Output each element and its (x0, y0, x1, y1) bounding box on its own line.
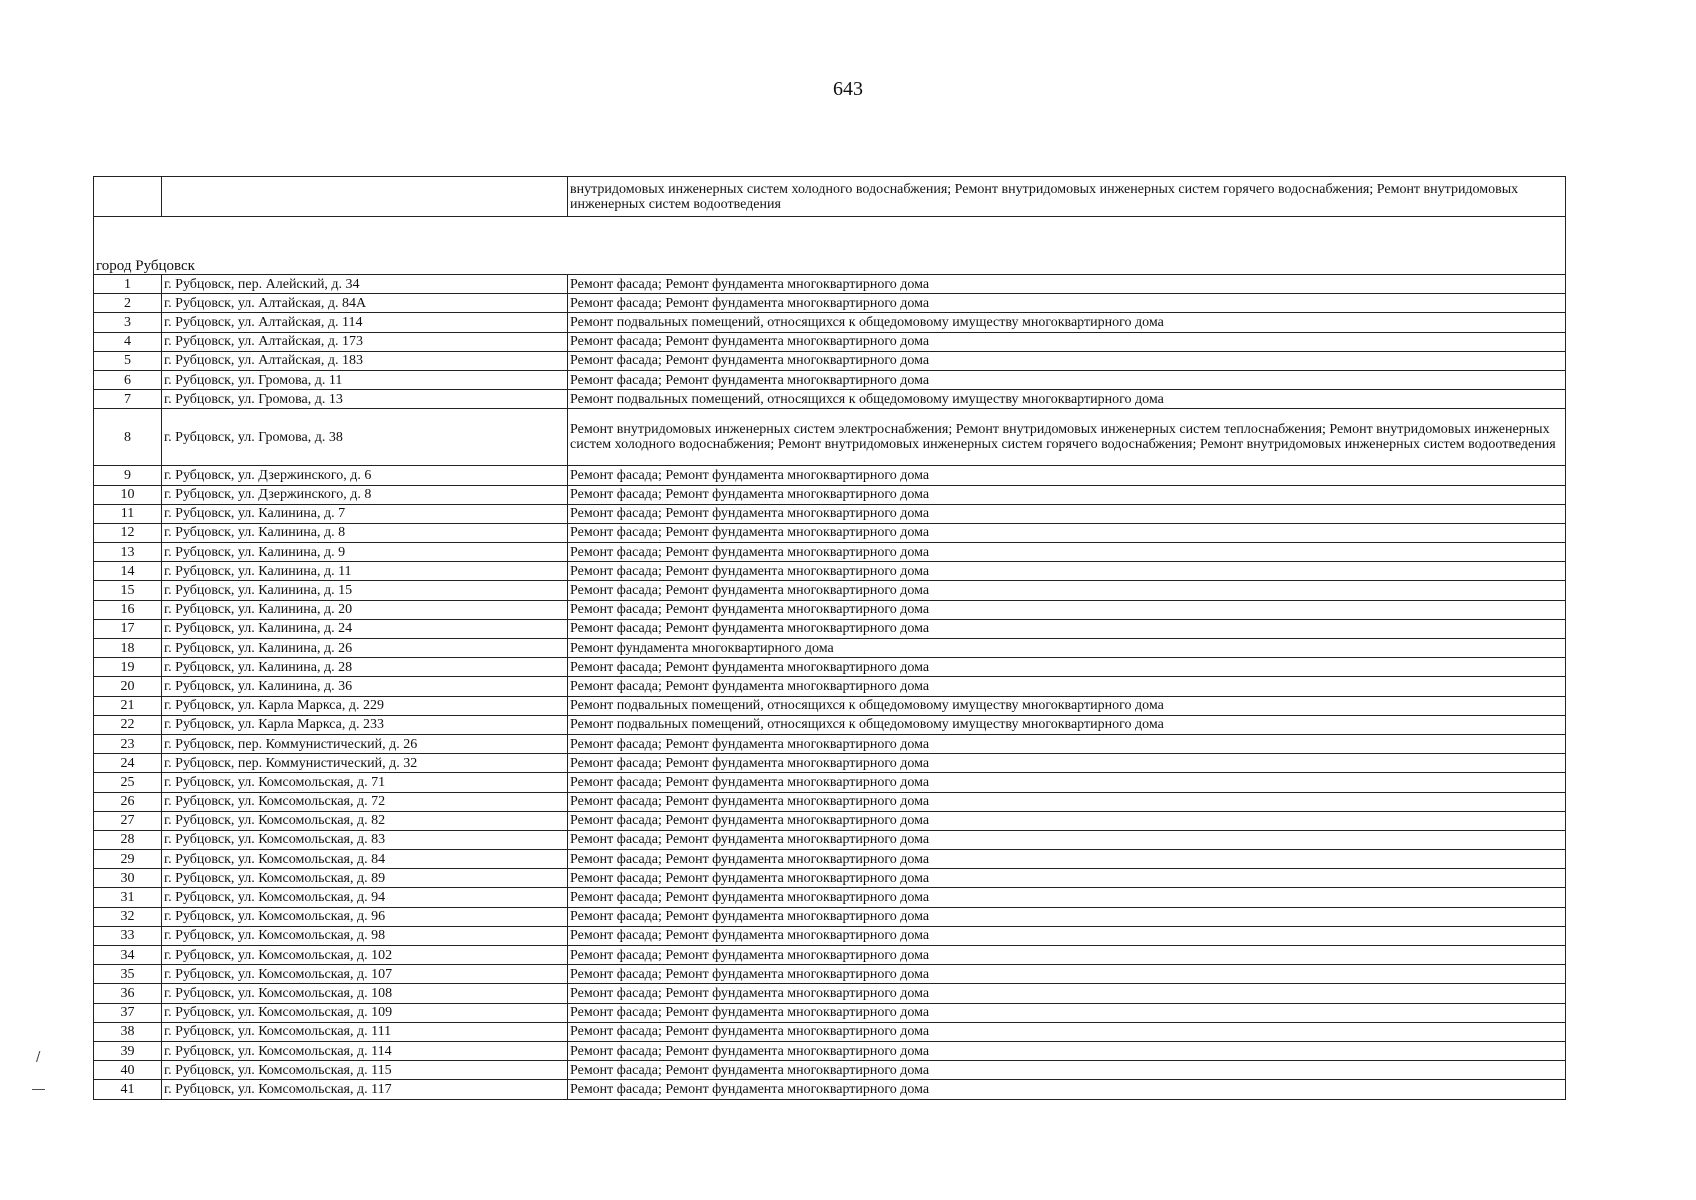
work-type-cell: Ремонт фасада; Ремонт фундамента многоквартирного дома (568, 504, 1566, 523)
table-row (94, 715, 1566, 734)
work-type-cell: Ремонт подвальных помещений, относящихся к общедомовому имуществу многоквартирного дома (568, 390, 1566, 409)
row-number-cell: 23 (94, 734, 162, 753)
address-cell: г. Рубцовск, ул. Алтайская, д. 114 (162, 313, 568, 332)
address-cell: г. Рубцовск, ул. Комсомольская, д. 117 (162, 1080, 568, 1099)
table-row (94, 965, 1566, 984)
row-number-cell: 35 (94, 965, 162, 984)
margin-mark: / (36, 1050, 41, 1065)
address-cell: г. Рубцовск, ул. Калинина, д. 11 (162, 562, 568, 581)
table-row (94, 1080, 1566, 1099)
margin-mark: ― (32, 1082, 45, 1097)
address-cell: г. Рубцовск, ул. Алтайская, д. 84А (162, 294, 568, 313)
address-cell (162, 177, 568, 217)
row-number-cell: 8 (94, 409, 162, 466)
work-type-cell: Ремонт фасада; Ремонт фундамента многоквартирного дома (568, 830, 1566, 849)
address-cell: г. Рубцовск, ул. Комсомольская, д. 98 (162, 926, 568, 945)
work-type-cell: Ремонт фасада; Ремонт фундамента многоквартирного дома (568, 543, 1566, 562)
row-number-cell: 34 (94, 946, 162, 965)
address-cell: г. Рубцовск, ул. Комсомольская, д. 102 (162, 946, 568, 965)
work-type-cell: Ремонт фасада; Ремонт фундамента многоквартирного дома (568, 658, 1566, 677)
table-row (94, 811, 1566, 830)
work-type-cell: Ремонт фасада; Ремонт фундамента многоквартирного дома (568, 1061, 1566, 1080)
row-number-cell: 19 (94, 658, 162, 677)
work-type-cell: Ремонт фасада; Ремонт фундамента многоквартирного дома (568, 581, 1566, 600)
address-cell: г. Рубцовск, ул. Комсомольская, д. 108 (162, 984, 568, 1003)
row-number-cell: 33 (94, 926, 162, 945)
row-number-cell: 41 (94, 1080, 162, 1099)
row-number-cell: 26 (94, 792, 162, 811)
work-type-cell: Ремонт фасада; Ремонт фундамента многоквартирного дома (568, 466, 1566, 485)
table-row (94, 370, 1566, 389)
table-row (94, 351, 1566, 370)
row-number-cell: 14 (94, 562, 162, 581)
work-type-cell: Ремонт фасада; Ремонт фундамента многоквартирного дома (568, 275, 1566, 294)
address-cell: г. Рубцовск, ул. Комсомольская, д. 89 (162, 869, 568, 888)
address-cell: г. Рубцовск, ул. Калинина, д. 9 (162, 543, 568, 562)
address-cell: г. Рубцовск, ул. Калинина, д. 28 (162, 658, 568, 677)
table-row (94, 390, 1566, 409)
work-type-cell: Ремонт фасада; Ремонт фундамента многоквартирного дома (568, 907, 1566, 926)
table-row (94, 485, 1566, 504)
address-cell: г. Рубцовск, ул. Карла Маркса, д. 229 (162, 696, 568, 715)
row-number-cell: 25 (94, 773, 162, 792)
address-cell: г. Рубцовск, ул. Комсомольская, д. 109 (162, 1003, 568, 1022)
table-row (94, 926, 1566, 945)
address-cell: г. Рубцовск, ул. Калинина, д. 8 (162, 523, 568, 542)
table-row (94, 984, 1566, 1003)
section-spacer-row (94, 217, 1566, 255)
row-number-cell: 16 (94, 600, 162, 619)
address-cell: г. Рубцовск, ул. Громова, д. 38 (162, 409, 568, 466)
row-number-cell: 38 (94, 1022, 162, 1041)
table-row (94, 1003, 1566, 1022)
work-type-cell: Ремонт фасада; Ремонт фундамента многоквартирного дома (568, 485, 1566, 504)
row-number-cell: 4 (94, 332, 162, 351)
address-cell: г. Рубцовск, ул. Комсомольская, д. 114 (162, 1041, 568, 1060)
page-number: 643 (833, 78, 863, 100)
address-cell: г. Рубцовск, ул. Комсомольская, д. 111 (162, 1022, 568, 1041)
address-cell: г. Рубцовск, ул. Комсомольская, д. 107 (162, 965, 568, 984)
address-cell: г. Рубцовск, ул. Алтайская, д. 173 (162, 332, 568, 351)
table-row (94, 619, 1566, 638)
address-cell: г. Рубцовск, пер. Коммунистический, д. 26 (162, 734, 568, 753)
work-type-cell: Ремонт фасада; Ремонт фундамента многоквартирного дома (568, 351, 1566, 370)
repair-program-table (93, 176, 1566, 1100)
work-type-cell: Ремонт фасада; Ремонт фундамента многоквартирного дома (568, 1080, 1566, 1099)
row-number-cell: 29 (94, 850, 162, 869)
table-row (94, 313, 1566, 332)
address-cell: г. Рубцовск, ул. Комсомольская, д. 83 (162, 830, 568, 849)
row-number-cell: 40 (94, 1061, 162, 1080)
row-number-cell: 22 (94, 715, 162, 734)
work-type-cell: Ремонт фасада; Ремонт фундамента многоквартирного дома (568, 332, 1566, 351)
address-cell: г. Рубцовск, пер. Алейский, д. 34 (162, 275, 568, 294)
work-type-cell: Ремонт фасада; Ремонт фундамента многоквартирного дома (568, 773, 1566, 792)
address-cell: г. Рубцовск, ул. Алтайская, д. 183 (162, 351, 568, 370)
work-type-cell: Ремонт фасада; Ремонт фундамента многоквартирного дома (568, 523, 1566, 542)
work-type-cell: Ремонт внутридомовых инженерных систем электроснабжения; Ремонт внутридомовых инженерных систем теплоснабжения; Ремонт внутридомовых инженерных систем холодного водоснабжения; Ремонт внутридомовых инженерных систем горячего водоснабжения; Ремонт внутридомовых инженерных систем водоотведения (568, 409, 1566, 466)
work-type-cell: Ремонт подвальных помещений, относящихся к общедомовому имуществу многоквартирного дома (568, 696, 1566, 715)
row-number-cell: 18 (94, 639, 162, 658)
table-body (94, 177, 1566, 1100)
work-type-cell: Ремонт фасада; Ремонт фундамента многоквартирного дома (568, 370, 1566, 389)
row-number-cell: 9 (94, 466, 162, 485)
row-number-cell: 1 (94, 275, 162, 294)
row-number-cell: 3 (94, 313, 162, 332)
table-row (94, 275, 1566, 294)
address-cell: г. Рубцовск, ул. Калинина, д. 7 (162, 504, 568, 523)
address-cell: г. Рубцовск, ул. Громова, д. 11 (162, 370, 568, 389)
row-number-cell: 37 (94, 1003, 162, 1022)
table-row (94, 600, 1566, 619)
table-row (94, 754, 1566, 773)
work-type-cell: Ремонт фасада; Ремонт фундамента многоквартирного дома (568, 1022, 1566, 1041)
row-number-cell: 20 (94, 677, 162, 696)
row-number-cell: 27 (94, 811, 162, 830)
section-title: город Рубцовск (94, 255, 1566, 275)
row-number-cell: 13 (94, 543, 162, 562)
row-number-cell: 17 (94, 619, 162, 638)
work-type-cell: Ремонт подвальных помещений, относящихся к общедомовому имуществу многоквартирного дома (568, 715, 1566, 734)
row-number-cell: 28 (94, 830, 162, 849)
table-row (94, 1022, 1566, 1041)
table-row (94, 523, 1566, 542)
table-row (94, 734, 1566, 753)
row-number-cell: 30 (94, 869, 162, 888)
continuation-row (94, 177, 1566, 217)
table-row (94, 888, 1566, 907)
work-type-cell: Ремонт фасада; Ремонт фундамента многоквартирного дома (568, 946, 1566, 965)
address-cell: г. Рубцовск, ул. Калинина, д. 26 (162, 639, 568, 658)
work-type-cell: Ремонт фасада; Ремонт фундамента многоквартирного дома (568, 734, 1566, 753)
table-row (94, 639, 1566, 658)
work-type-cell: Ремонт фасада; Ремонт фундамента многоквартирного дома (568, 562, 1566, 581)
row-number-cell (94, 177, 162, 217)
table-row (94, 850, 1566, 869)
table-row (94, 696, 1566, 715)
row-number-cell: 36 (94, 984, 162, 1003)
section-spacer-cell (94, 217, 1566, 255)
address-cell: г. Рубцовск, ул. Дзержинского, д. 8 (162, 485, 568, 504)
row-number-cell: 32 (94, 907, 162, 926)
work-type-cell: Ремонт фасада; Ремонт фундамента многоквартирного дома (568, 984, 1566, 1003)
address-cell: г. Рубцовск, ул. Комсомольская, д. 82 (162, 811, 568, 830)
address-cell: г. Рубцовск, ул. Дзержинского, д. 6 (162, 466, 568, 485)
table-row (94, 332, 1566, 351)
address-cell: г. Рубцовск, ул. Карла Маркса, д. 233 (162, 715, 568, 734)
work-type-cell: Ремонт фасада; Ремонт фундамента многоквартирного дома (568, 869, 1566, 888)
row-number-cell: 5 (94, 351, 162, 370)
address-cell: г. Рубцовск, ул. Громова, д. 13 (162, 390, 568, 409)
address-cell: г. Рубцовск, ул. Комсомольская, д. 72 (162, 792, 568, 811)
table-row (94, 543, 1566, 562)
address-cell: г. Рубцовск, ул. Комсомольская, д. 96 (162, 907, 568, 926)
work-type-cell: Ремонт фундамента многоквартирного дома (568, 639, 1566, 658)
table-row (94, 830, 1566, 849)
table-row (94, 792, 1566, 811)
work-type-cell: внутридомовых инженерных систем холодного водоснабжения; Ремонт внутридомовых инженерных систем горячего водоснабжения; Ремонт внутридомовых инженерных систем водоотведения (568, 177, 1566, 217)
address-cell: г. Рубцовск, ул. Комсомольская, д. 71 (162, 773, 568, 792)
address-cell: г. Рубцовск, пер. Коммунистический, д. 32 (162, 754, 568, 773)
table-row (94, 773, 1566, 792)
work-type-cell: Ремонт фасада; Ремонт фундамента многоквартирного дома (568, 1003, 1566, 1022)
table-row (94, 907, 1566, 926)
work-type-cell: Ремонт фасада; Ремонт фундамента многоквартирного дома (568, 754, 1566, 773)
section-header-row (94, 255, 1566, 275)
address-cell: г. Рубцовск, ул. Калинина, д. 20 (162, 600, 568, 619)
work-type-cell: Ремонт фасада; Ремонт фундамента многоквартирного дома (568, 600, 1566, 619)
row-number-cell: 7 (94, 390, 162, 409)
row-number-cell: 12 (94, 523, 162, 542)
work-type-cell: Ремонт фасада; Ремонт фундамента многоквартирного дома (568, 888, 1566, 907)
row-number-cell: 15 (94, 581, 162, 600)
address-cell: г. Рубцовск, ул. Калинина, д. 15 (162, 581, 568, 600)
work-type-cell: Ремонт фасада; Ремонт фундамента многоквартирного дома (568, 811, 1566, 830)
table-row (94, 1041, 1566, 1060)
row-number-cell: 6 (94, 370, 162, 389)
table-row (94, 294, 1566, 313)
work-type-cell: Ремонт фасада; Ремонт фундамента многоквартирного дома (568, 619, 1566, 638)
row-number-cell: 31 (94, 888, 162, 907)
table-row (94, 658, 1566, 677)
row-number-cell: 39 (94, 1041, 162, 1060)
table-row (94, 869, 1566, 888)
work-type-cell: Ремонт подвальных помещений, относящихся к общедомовому имуществу многоквартирного дома (568, 313, 1566, 332)
address-cell: г. Рубцовск, ул. Комсомольская, д. 115 (162, 1061, 568, 1080)
work-type-cell: Ремонт фасада; Ремонт фундамента многоквартирного дома (568, 965, 1566, 984)
table-row (94, 466, 1566, 485)
work-type-cell: Ремонт фасада; Ремонт фундамента многоквартирного дома (568, 792, 1566, 811)
address-cell: г. Рубцовск, ул. Калинина, д. 36 (162, 677, 568, 696)
table-row (94, 677, 1566, 696)
row-number-cell: 2 (94, 294, 162, 313)
work-type-cell: Ремонт фасада; Ремонт фундамента многоквартирного дома (568, 850, 1566, 869)
table-row (94, 946, 1566, 965)
work-type-cell: Ремонт фасада; Ремонт фундамента многоквартирного дома (568, 1041, 1566, 1060)
address-cell: г. Рубцовск, ул. Калинина, д. 24 (162, 619, 568, 638)
work-type-cell: Ремонт фасада; Ремонт фундамента многоквартирного дома (568, 294, 1566, 313)
row-number-cell: 24 (94, 754, 162, 773)
table-row (94, 562, 1566, 581)
address-cell: г. Рубцовск, ул. Комсомольская, д. 94 (162, 888, 568, 907)
table-row (94, 504, 1566, 523)
table-row (94, 1061, 1566, 1080)
row-number-cell: 10 (94, 485, 162, 504)
table-row (94, 409, 1566, 466)
work-type-cell: Ремонт фасада; Ремонт фундамента многоквартирного дома (568, 677, 1566, 696)
address-cell: г. Рубцовск, ул. Комсомольская, д. 84 (162, 850, 568, 869)
row-number-cell: 21 (94, 696, 162, 715)
table-row (94, 581, 1566, 600)
row-number-cell: 11 (94, 504, 162, 523)
work-type-cell: Ремонт фасада; Ремонт фундамента многоквартирного дома (568, 926, 1566, 945)
